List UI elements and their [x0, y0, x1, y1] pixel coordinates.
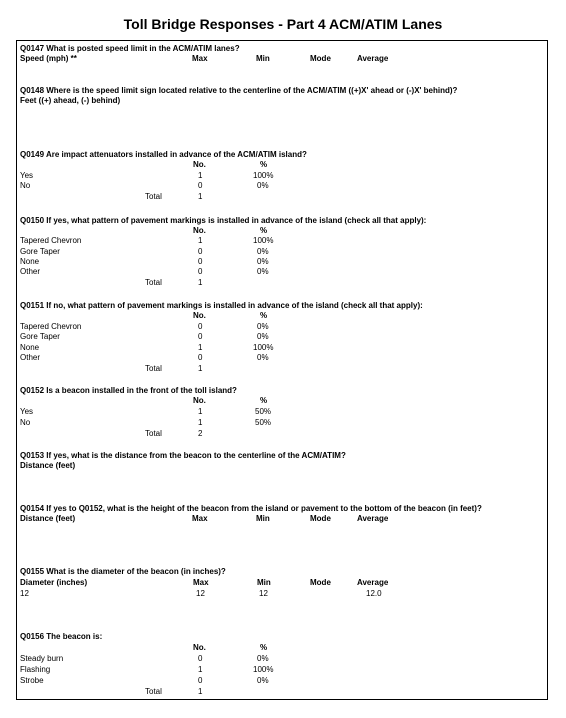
total-label: Total — [145, 278, 162, 287]
question-q0153: Q0153 If yes, what is the distance from the beacon to the centerline of the ACM/ATIM? — [20, 451, 346, 460]
option-count: 0 — [198, 181, 203, 190]
diameter-min: 12 — [259, 589, 268, 598]
col-no: No. — [193, 160, 206, 169]
col-no: No. — [193, 396, 206, 405]
col-average: Average — [357, 578, 389, 587]
option-label: None — [20, 343, 40, 352]
row-label-distance: Distance (feet) — [20, 514, 76, 523]
col-average: Average — [357, 514, 389, 523]
option-percent: 0% — [257, 654, 269, 663]
col-max: Max — [192, 54, 208, 63]
option-count: 0 — [198, 676, 203, 685]
option-label: Tapered Chevron — [20, 236, 82, 245]
option-count: 0 — [198, 247, 203, 256]
option-count: 1 — [198, 418, 203, 427]
option-count: 0 — [198, 267, 203, 276]
col-no: No. — [193, 311, 206, 320]
total-value: 1 — [198, 364, 203, 373]
total-value: 1 — [198, 687, 203, 696]
total-label: Total — [145, 687, 162, 696]
total-label: Total — [145, 192, 162, 201]
option-percent: 0% — [257, 322, 269, 331]
option-label: None — [20, 257, 40, 266]
option-percent: 0% — [257, 676, 269, 685]
question-q0151: Q0151 If no, what pattern of pavement markings is installed in advance of the island (check all that apply): — [20, 301, 423, 310]
option-percent: 0% — [257, 353, 269, 362]
option-label: No — [20, 418, 31, 427]
col-pct: % — [260, 643, 268, 652]
question-q0150: Q0150 If yes, what pattern of pavement markings is installed in advance of the island (check all that apply): — [20, 216, 427, 225]
option-label: Yes — [20, 407, 34, 416]
option-label: Gore Taper — [20, 332, 60, 341]
question-q0152: Q0152 Is a beacon installed in the front of the toll island? — [20, 386, 237, 395]
total-value: 2 — [198, 429, 203, 438]
option-label: Tapered Chevron — [20, 322, 82, 331]
page-title: Toll Bridge Responses - Part 4 ACM/ATIM Lanes — [123, 16, 443, 32]
option-percent: 0% — [257, 267, 269, 276]
option-percent: 50% — [255, 407, 272, 416]
col-average: Average — [357, 54, 389, 63]
diameter-value-label: 12 — [20, 589, 29, 598]
option-percent: 100% — [253, 236, 274, 245]
question-q0156: Q0156 The beacon is: — [20, 632, 103, 641]
option-count: 1 — [198, 171, 203, 180]
total-value: 1 — [198, 192, 203, 201]
option-percent: 50% — [255, 418, 272, 427]
question-q0154: Q0154 If yes to Q0152, what is the height of the beacon from the island or pavement to the bottom of the beacon (in feet)? — [20, 504, 482, 513]
option-count: 0 — [198, 654, 203, 663]
option-count: 1 — [198, 665, 203, 674]
option-count: 0 — [198, 322, 203, 331]
diameter-average: 12.0 — [366, 589, 382, 598]
total-label: Total — [145, 364, 162, 373]
option-label: Strobe — [20, 676, 44, 685]
option-percent: 0% — [257, 247, 269, 256]
question-q0149: Q0149 Are impact attenuators installed in advance of the ACM/ATIM island? — [20, 150, 307, 159]
row-label-speed: Speed (mph) ** — [20, 54, 77, 63]
col-mode: Mode — [310, 54, 331, 63]
diameter-max: 12 — [196, 589, 205, 598]
option-label: Other — [20, 353, 41, 362]
col-max: Max — [192, 514, 208, 523]
report-frame — [16, 40, 548, 700]
option-percent: 100% — [253, 171, 274, 180]
option-count: 0 — [198, 257, 203, 266]
option-count: 1 — [198, 407, 203, 416]
option-percent: 100% — [253, 343, 274, 352]
total-label: Total — [145, 429, 162, 438]
col-min: Min — [257, 578, 271, 587]
option-label: Gore Taper — [20, 247, 60, 256]
option-label: No — [20, 181, 31, 190]
col-no: No. — [193, 226, 206, 235]
option-label: Other — [20, 267, 41, 276]
option-label: Flashing — [20, 665, 51, 674]
col-pct: % — [260, 396, 268, 405]
question-q0155: Q0155 What is the diameter of the beacon (in inches)? — [20, 567, 226, 576]
col-min: Min — [256, 54, 270, 63]
question-q0148: Q0148 Where is the speed limit sign located relative to the centerline of the ACM/ATIM ((+)X' ahead or (-)X' behind)? — [20, 86, 458, 95]
total-value: 1 — [198, 278, 203, 287]
option-count: 1 — [198, 236, 203, 245]
col-pct: % — [260, 226, 268, 235]
question-q0147: Q0147 What is posted speed limit in the ACM/ATIM lanes? — [20, 44, 240, 53]
option-label: Steady burn — [20, 654, 64, 663]
option-percent: 0% — [257, 257, 269, 266]
col-mode: Mode — [310, 514, 331, 523]
option-percent: 0% — [257, 181, 269, 190]
option-percent: 0% — [257, 332, 269, 341]
col-pct: % — [260, 160, 268, 169]
option-count: 0 — [198, 353, 203, 362]
option-label: Yes — [20, 171, 34, 180]
row-label-feet: Feet ((+) ahead, (-) behind) — [20, 96, 121, 105]
row-label-diameter: Diameter (inches) — [20, 578, 88, 587]
row-label-distance: Distance (feet) — [20, 461, 76, 470]
option-count: 0 — [198, 332, 203, 341]
col-mode: Mode — [310, 578, 331, 587]
col-max: Max — [193, 578, 209, 587]
col-min: Min — [256, 514, 270, 523]
col-pct: % — [260, 311, 268, 320]
option-percent: 100% — [253, 665, 274, 674]
col-no: No. — [193, 643, 206, 652]
option-count: 1 — [198, 343, 203, 352]
